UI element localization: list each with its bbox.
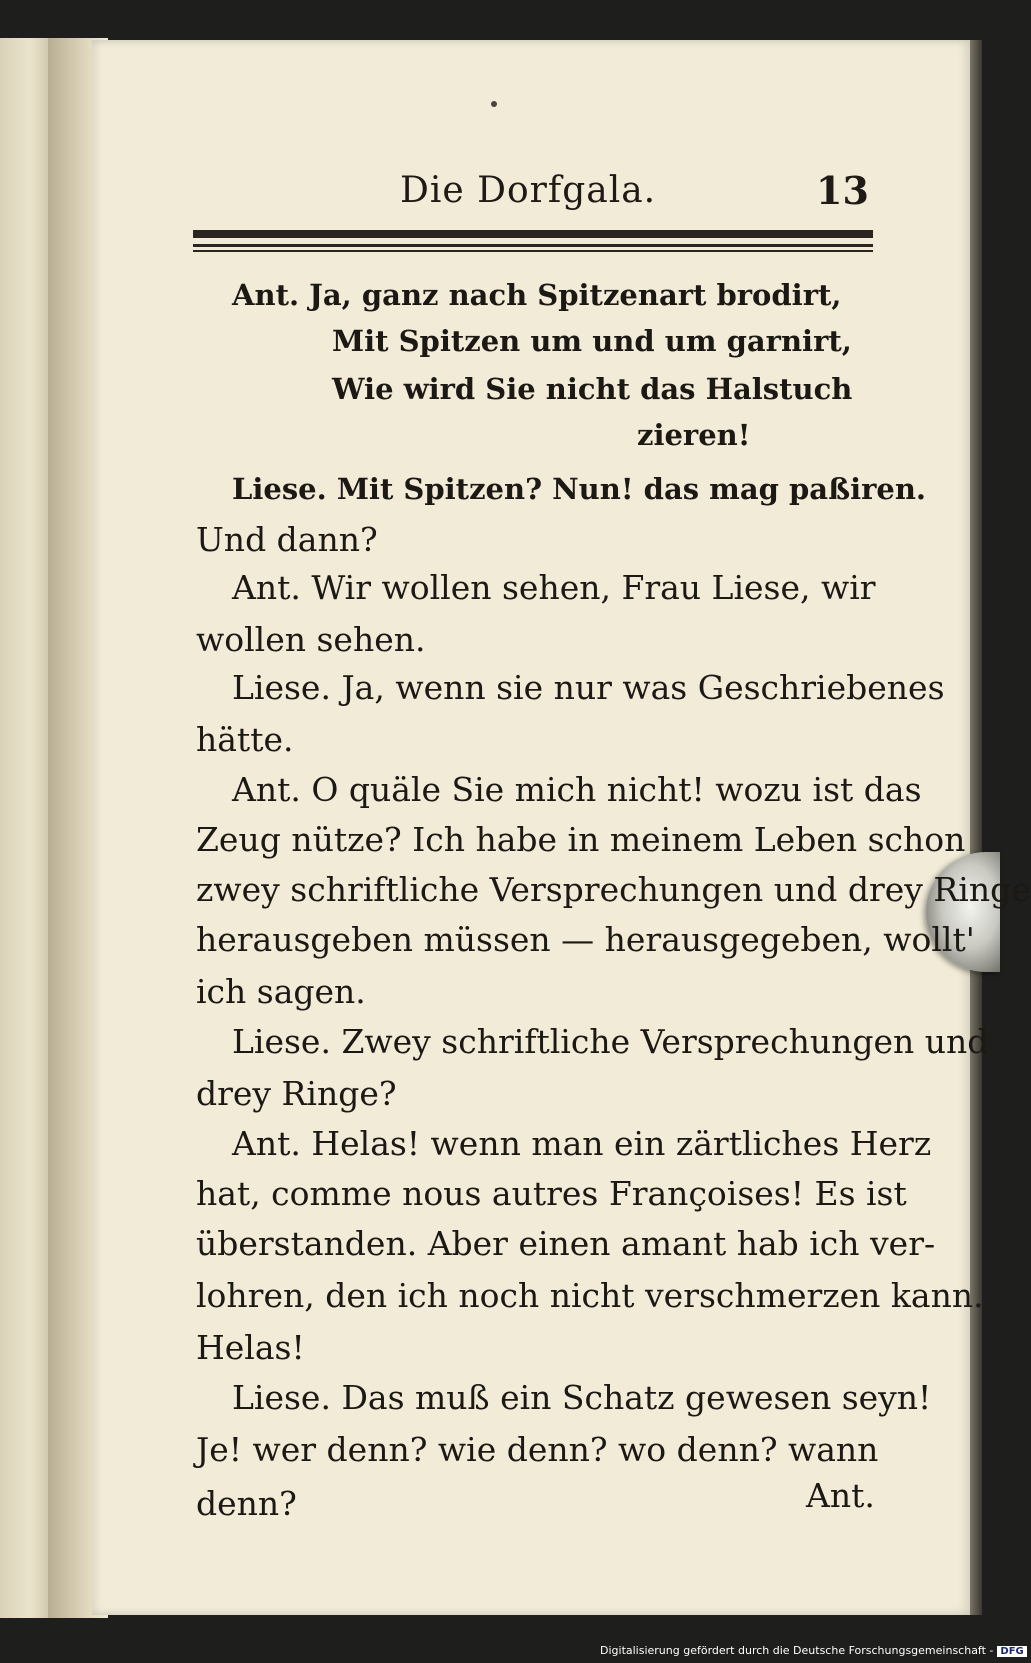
text-line: herausgeben müssen — herausgegeben, wollt' — [196, 920, 975, 959]
text-line: Liese. Mit Spitzen? Nun! das mag paßiren. — [232, 472, 927, 506]
ink-spot — [491, 101, 497, 107]
text-line: zieren! — [637, 418, 751, 452]
text-line: Helas! — [196, 1328, 305, 1367]
text-line: Wie wird Sie nicht das Halstuch — [332, 372, 853, 406]
header-rule — [193, 250, 873, 252]
text-line: Ant. Helas! wenn man ein zärtliches Herz — [232, 1124, 932, 1163]
digitization-credit — [600, 1644, 1024, 1661]
right-page-edge — [970, 40, 982, 1615]
text-line: Je! wer denn? wie denn? wo denn? wann — [196, 1430, 879, 1469]
header-rule — [193, 230, 873, 238]
catchword: Ant. — [806, 1476, 875, 1515]
left-page-edge — [0, 38, 50, 1618]
text-line: hat, comme nous autres Françoises! Es ist — [196, 1174, 907, 1213]
text-line: Ant. Ja, ganz nach Spitzenart brodirt, — [232, 278, 842, 312]
text-line: zwey schriftliche Versprechungen und drey Ringe — [196, 870, 1031, 909]
text-line: Zeug nütze? Ich habe in meinem Leben schon — [196, 820, 966, 859]
text-line: Und dann? — [196, 520, 378, 559]
text-line: Mit Spitzen um und um garnirt, — [332, 324, 852, 358]
text-line: lohren, den ich noch nicht verschmerzen kann. — [196, 1276, 984, 1315]
text-line: ich sagen. — [196, 972, 366, 1011]
running-title: Die Dorfgala. — [400, 170, 657, 211]
text-line: denn? — [196, 1484, 297, 1523]
text-line: überstanden. Aber einen amant hab ich ver- — [196, 1224, 936, 1263]
text-line: wollen sehen. — [196, 620, 426, 659]
text-line: Ant. Wir wollen sehen, Frau Liese, wir — [232, 568, 876, 607]
credit-text: Digitalisierung gefördert durch die Deutsche Forschungsgemeinschaft - — [600, 1644, 994, 1657]
text-line: Ant. O quäle Sie mich nicht! wozu ist das — [232, 770, 922, 809]
page-number: 13 — [816, 168, 869, 213]
dfg-logo: DFG — [997, 1646, 1026, 1657]
header-rule — [193, 244, 873, 247]
text-line: Liese. Ja, wenn sie nur was Geschriebenes — [232, 668, 945, 707]
text-line: hätte. — [196, 720, 294, 759]
text-line: drey Ringe? — [196, 1074, 397, 1113]
text-line: Liese. Zwey schriftliche Versprechungen und — [232, 1022, 989, 1061]
text-line: Liese. Das muß ein Schatz gewesen seyn! — [232, 1378, 932, 1417]
